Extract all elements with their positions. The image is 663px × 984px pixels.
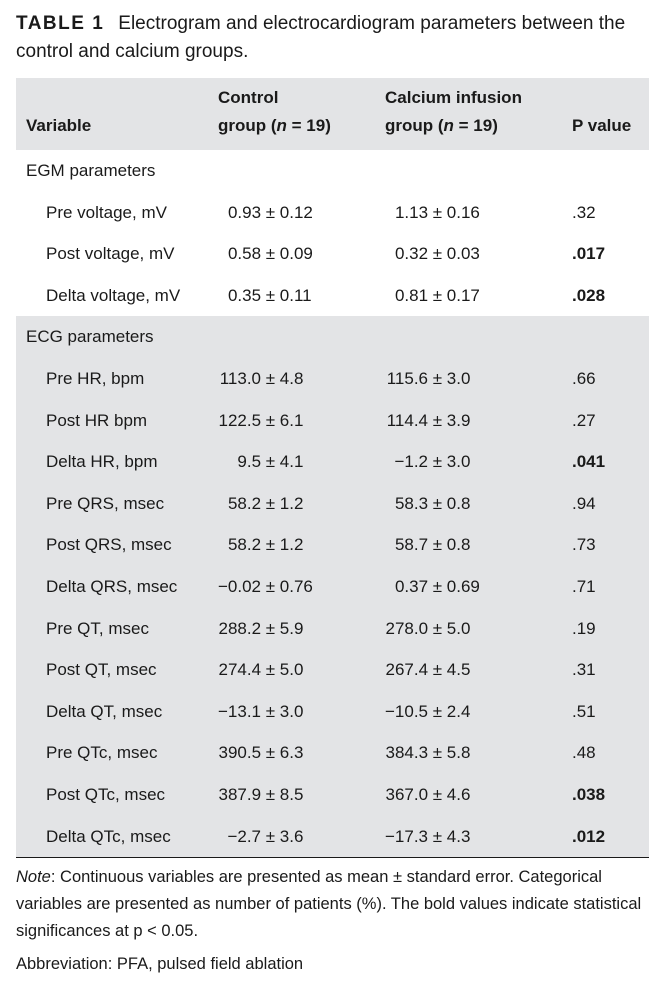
table-row [16,816,649,859]
control-value-cell: 390.5 ± 6.3 [218,743,304,763]
p-value-cell: .71 [572,576,596,596]
table-row [16,649,649,691]
table-header [16,78,649,150]
data-table [16,78,649,858]
calcium-value-cell: 367.0 ± 4.6 [385,784,471,804]
p-value-cell: .038 [572,784,606,804]
abbreviation-note: Abbreviation: PFA, pulsed field ablation [16,955,304,973]
table-row [16,358,649,400]
p-value-cell: .012 [572,826,606,846]
note-paragraph [16,864,656,945]
control-value-cell: 113.0 ± 4.8 [219,368,304,388]
p-value-cell: .27 [572,410,596,430]
control-value-cell: −0.02 ± 0.76 [218,576,313,596]
table-row [16,524,649,566]
section-title: EGM parameters [26,161,156,180]
control-value-cell: 58.2 ± 1.2 [227,493,304,513]
table-row [16,483,649,525]
table-title: Electrogram and electrocardiogram parameters between the control and calcium groups. [16,13,626,62]
p-value-cell: .66 [572,368,596,388]
table-row [16,233,649,275]
table-row [16,400,649,442]
control-value-cell: 0.58 ± 0.09 [227,244,313,264]
calcium-value-cell: 384.3 ± 5.8 [385,743,471,763]
calcium-value-cell: 0.32 ± 0.03 [394,244,480,264]
p-value-cell: .48 [572,743,596,763]
variable-cell: Pre QT, msec [46,618,149,638]
variable-cell: Delta HR, bpm [46,452,158,472]
table-row [16,608,649,650]
calcium-value-cell: 115.6 ± 3.0 [386,368,471,388]
p-value-cell: .028 [572,285,606,305]
calcium-value-cell: 1.13 ± 0.16 [394,202,480,222]
calcium-value-cell: −17.3 ± 4.3 [385,826,471,846]
table-row [16,275,649,317]
control-value-cell: 0.35 ± 0.11 [227,285,312,305]
p-value-cell: .51 [572,701,596,721]
p-value-cell: .31 [572,660,596,680]
control-value-cell: 9.5 ± 4.1 [237,452,304,472]
p-value-cell: .041 [572,452,606,472]
table-row [16,192,649,234]
table-row [16,691,649,733]
table-row [16,441,649,483]
control-value-cell: −13.1 ± 3.0 [218,701,304,721]
control-value-cell: 288.2 ± 5.9 [218,618,304,638]
variable-cell: Delta QT, msec [46,701,163,721]
calcium-value-cell: 267.4 ± 4.5 [385,660,471,680]
calcium-value-cell: −1.2 ± 3.0 [394,452,471,472]
control-value-cell: 58.2 ± 1.2 [227,535,304,555]
table-notes [16,864,656,978]
calcium-value-cell: 58.3 ± 0.8 [394,493,471,513]
header-calcium-line2: group (n = 19) [385,116,498,135]
header-variable: Variable [26,116,92,135]
variable-cell: Post QT, msec [46,660,157,680]
control-value-cell: 387.9 ± 8.5 [218,784,304,804]
section-header-row [16,150,649,192]
p-value-cell: .32 [572,202,596,222]
p-value-cell: .94 [572,493,596,513]
table-caption [16,10,646,66]
table-row [16,732,649,774]
header-pvalue: P value [572,116,632,135]
p-value-cell: .017 [572,244,606,264]
calcium-value-cell: 278.0 ± 5.0 [385,618,471,638]
section-header-row [16,316,649,358]
header-control-line2: group (n = 19) [218,116,331,135]
header-calcium-line1: Calcium infusion [385,88,522,107]
calcium-value-cell: 0.37 ± 0.69 [394,576,480,596]
section-title: ECG parameters [26,327,154,347]
note-label: Note [16,868,51,886]
calcium-value-cell: 58.7 ± 0.8 [394,535,471,555]
variable-cell: Pre QTc, msec [46,743,158,763]
variable-cell: Delta voltage, mV [46,285,181,305]
p-value-cell: .19 [572,618,596,638]
table-row [16,774,649,816]
variable-cell: Post HR bpm [46,410,148,430]
table-row [16,566,649,608]
calcium-value-cell: 114.4 ± 3.9 [386,410,471,430]
variable-cell: Delta QTc, msec [46,826,171,846]
header-control-line1: Control [218,88,279,107]
variable-cell: Post voltage, mV [46,244,175,264]
table-label: TABLE 1 [16,13,105,34]
variable-cell: Pre HR, bpm [46,368,145,388]
control-value-cell: 0.93 ± 0.12 [227,202,313,222]
table-body [16,150,649,858]
variable-cell: Delta QRS, msec [46,576,178,596]
variable-cell: Post QTc, msec [46,784,166,804]
calcium-value-cell: −10.5 ± 2.4 [385,701,471,721]
variable-cell: Post QRS, msec [46,535,172,555]
note-text: : Continuous variables are presented as mean ± standard error. Categorical variables are presented as number of patients (%). The bold values indicate statistical significances at p < 0.05. [16,868,642,940]
control-value-cell: 122.5 ± 6.1 [218,410,304,430]
p-value-cell: .73 [572,535,596,555]
variable-cell: Pre voltage, mV [46,202,167,222]
calcium-value-cell: 0.81 ± 0.17 [394,285,480,305]
variable-cell: Pre QRS, msec [46,493,165,513]
control-value-cell: −2.7 ± 3.6 [227,826,304,846]
control-value-cell: 274.4 ± 5.0 [218,660,304,680]
